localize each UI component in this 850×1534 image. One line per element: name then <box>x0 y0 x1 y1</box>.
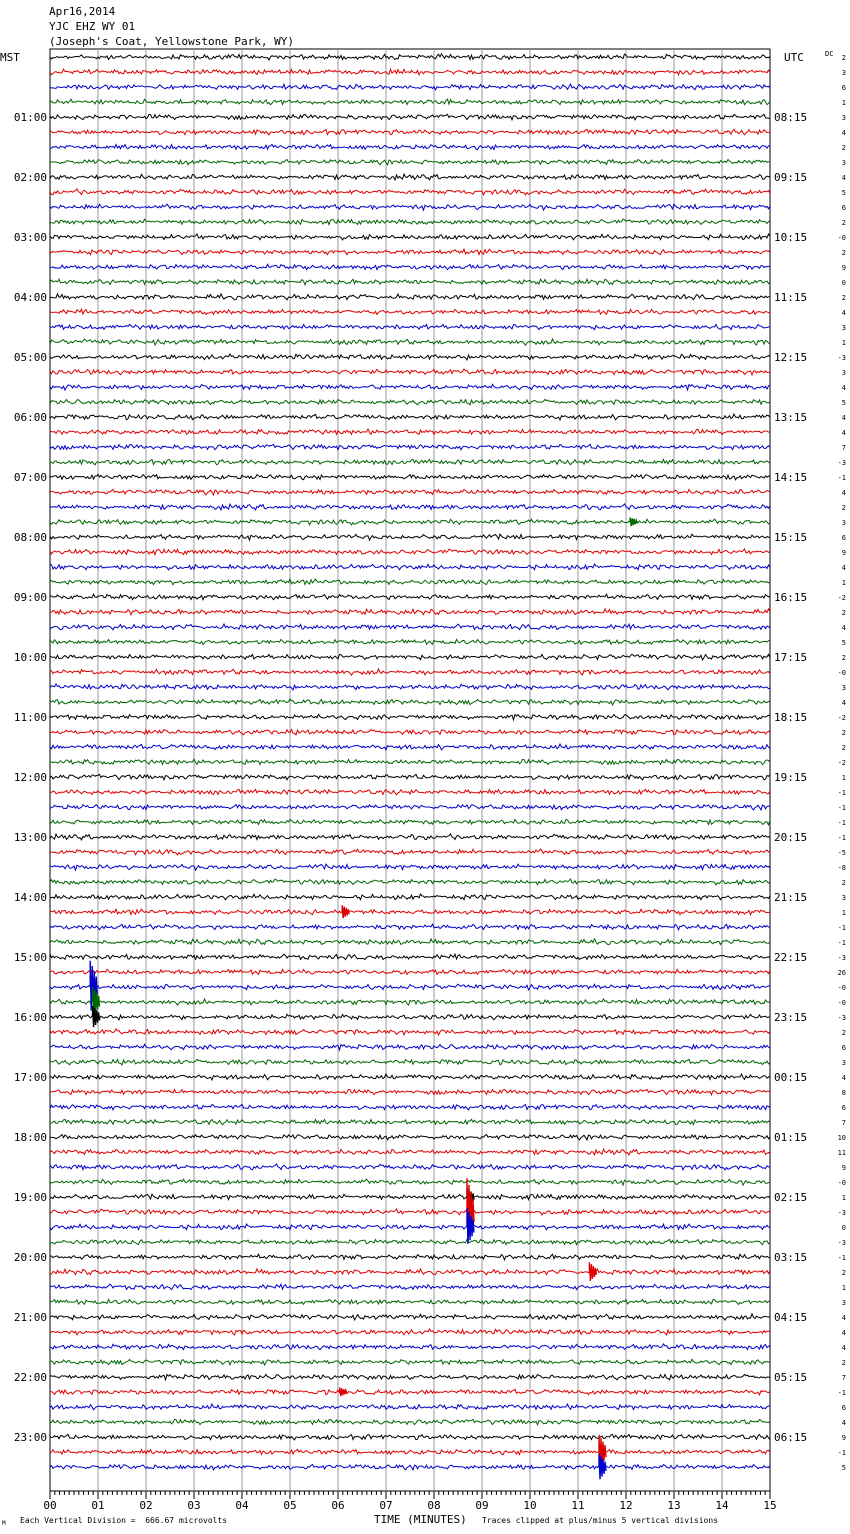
dc-offset-value: 5 <box>841 399 846 407</box>
seismic-trace <box>50 234 770 240</box>
dc-offset-value: 4 <box>841 309 846 317</box>
dc-offset-value: -3 <box>837 1209 846 1217</box>
seismic-trace <box>50 1314 770 1320</box>
x-tick-label: 12 <box>619 1499 633 1512</box>
seismic-trace <box>50 1374 770 1379</box>
dc-offset-value: -1 <box>837 1449 846 1457</box>
seismic-trace <box>50 399 770 404</box>
dc-offset-value: -1 <box>837 819 846 827</box>
seismic-trace <box>50 1449 770 1454</box>
seismic-trace <box>50 1434 770 1440</box>
utc-hour-label: 21:15 <box>774 891 808 904</box>
x-tick-label: 14 <box>715 1499 729 1512</box>
station-code: YJC EHZ WY 01 <box>49 20 136 33</box>
minute-grid <box>50 49 770 1491</box>
dc-offset-value: 2 <box>841 1359 846 1367</box>
mst-hour-label: 02:00 <box>13 171 47 184</box>
seismic-trace <box>50 1224 770 1230</box>
event-spike <box>589 1262 596 1281</box>
dc-offset-value: -0 <box>837 669 846 677</box>
seismic-trace <box>50 684 770 690</box>
utc-hour-label: 13:15 <box>774 411 808 424</box>
utc-hour-label: 18:15 <box>774 711 808 724</box>
dc-offset-value: 2 <box>841 504 846 512</box>
seismic-trace <box>50 1089 770 1094</box>
seismic-trace <box>50 309 770 314</box>
seismic-trace <box>50 744 770 750</box>
seismic-trace <box>50 894 770 900</box>
utc-hour-label: 06:15 <box>774 1431 808 1444</box>
seismic-trace <box>50 729 770 734</box>
plot-date: Apr16,2014 <box>49 5 116 18</box>
utc-hour-label: 03:15 <box>774 1251 808 1264</box>
mst-hour-label: 04:00 <box>13 291 47 304</box>
dc-offset-value: 2 <box>841 1269 846 1277</box>
seismic-trace <box>50 69 770 75</box>
utc-hour-label: 02:15 <box>774 1191 808 1204</box>
dc-offset-value: 5 <box>841 1464 846 1472</box>
dc-offset-value: -0 <box>837 234 846 242</box>
seismic-trace <box>50 1149 770 1155</box>
mst-hour-label: 13:00 <box>13 831 47 844</box>
utc-hour-label: 22:15 <box>774 951 808 964</box>
mst-hour-label: 10:00 <box>13 651 47 664</box>
seismic-trace <box>50 564 770 570</box>
seismic-trace <box>50 384 770 390</box>
seismic-trace <box>50 474 770 479</box>
seismic-trace <box>50 924 770 930</box>
dc-offset-value: 9 <box>841 549 846 557</box>
dc-offset-value: -0 <box>837 1179 846 1187</box>
plot-frame <box>50 49 770 1491</box>
dc-offset-value: 4 <box>841 1074 846 1082</box>
seismic-trace <box>50 909 770 915</box>
dc-offset-value: 3 <box>841 69 846 77</box>
mst-hour-label: 01:00 <box>13 111 47 124</box>
event-spike <box>340 1388 347 1397</box>
seismic-trace <box>50 1269 770 1275</box>
right-timezone-label: UTC <box>784 51 804 64</box>
seismic-trace <box>50 834 770 840</box>
seismic-trace <box>50 759 770 765</box>
seismic-trace <box>50 879 770 885</box>
dc-offset-value: 3 <box>841 519 846 527</box>
seismic-trace <box>50 1404 770 1410</box>
seismic-trace <box>50 114 770 119</box>
time-axis <box>43 1491 776 1512</box>
seismic-trace <box>50 444 770 449</box>
seismic-trace <box>50 99 770 105</box>
dc-offset-value: 2 <box>841 219 846 227</box>
utc-hour-label: 08:15 <box>774 111 808 124</box>
dc-offset-value: 11 <box>837 1149 846 1157</box>
station-location: (Joseph's Coat, Yellowstone Park, WY) <box>49 35 295 48</box>
dc-offset-value: 5 <box>841 189 846 197</box>
mst-hour-label: 06:00 <box>13 411 47 424</box>
mst-hour-label: 21:00 <box>13 1311 47 1324</box>
seismic-trace <box>50 714 770 720</box>
dc-offset-value: -3 <box>837 954 846 962</box>
dc-offset-value: -1 <box>837 939 846 947</box>
dc-offset-value: 9 <box>841 1434 846 1442</box>
seismic-trace <box>50 339 770 345</box>
seismic-trace <box>50 1044 770 1050</box>
utc-hour-label: 04:15 <box>774 1311 808 1324</box>
dc-offset-value: 5 <box>841 639 846 647</box>
utc-hour-label: 11:15 <box>774 291 808 304</box>
seismic-trace <box>50 939 770 945</box>
dc-offset-value: -1 <box>837 1389 846 1397</box>
seismic-trace <box>50 984 770 990</box>
dc-offset-value: 3 <box>841 684 846 692</box>
seismic-trace <box>50 669 770 675</box>
dc-offset-value: 4 <box>841 699 846 707</box>
seismic-trace <box>50 174 770 180</box>
dc-offset-value: -3 <box>837 354 846 362</box>
seismic-trace <box>50 489 770 494</box>
seismic-trace <box>50 144 770 149</box>
seismic-trace <box>50 1239 770 1244</box>
seismic-trace <box>50 1164 770 1170</box>
x-tick-label: 07 <box>379 1499 393 1512</box>
dc-offset-value: 6 <box>841 1044 846 1052</box>
seismic-trace <box>50 129 770 134</box>
utc-hour-label: 17:15 <box>774 651 808 664</box>
seismic-trace <box>50 324 770 329</box>
seismic-trace <box>50 969 770 974</box>
event-spike <box>342 905 349 918</box>
dc-offset-value: 4 <box>841 1344 846 1352</box>
dc-offset-value: -0 <box>837 999 846 1007</box>
dc-offset-value: -2 <box>837 759 846 767</box>
dc-offset-value: 2 <box>841 744 846 752</box>
dc-offset-value: 4 <box>841 564 846 572</box>
seismic-trace <box>50 819 770 825</box>
seismic-trace <box>50 1254 770 1260</box>
x-tick-label: 00 <box>43 1499 57 1512</box>
x-tick-label: 06 <box>331 1499 345 1512</box>
corner-mark: M <box>2 1520 6 1527</box>
seismic-trace <box>50 159 770 164</box>
seismic-trace <box>50 1329 770 1335</box>
mst-hour-label: 23:00 <box>13 1431 47 1444</box>
dc-offset-value: -5 <box>837 849 846 857</box>
x-tick-label: 09 <box>475 1499 489 1512</box>
dc-offset-value: -0 <box>837 984 846 992</box>
seismic-trace <box>50 549 770 555</box>
dc-offset-value: 2 <box>841 609 846 617</box>
dc-offset-value: 0 <box>841 1224 846 1232</box>
seismic-trace <box>50 84 770 90</box>
dc-offset-value: -1 <box>837 804 846 812</box>
dc-offset-value: 1 <box>841 579 846 587</box>
clip-note: Traces clipped at plus/minus 5 vertical divisions <box>482 1516 719 1525</box>
dc-offset-value: 4 <box>841 1329 846 1337</box>
mst-hour-label: 20:00 <box>13 1251 47 1264</box>
dc-offset-value: 1 <box>841 99 846 107</box>
seismic-trace <box>50 1464 770 1469</box>
x-tick-label: 03 <box>187 1499 201 1512</box>
dc-offset-value: -3 <box>837 459 846 467</box>
dc-offset-value: 3 <box>841 1299 846 1307</box>
dc-offset-value: 0 <box>841 279 846 287</box>
dc-offset-value: 2 <box>841 879 846 887</box>
seismic-trace <box>50 1344 770 1350</box>
utc-hour-label: 15:15 <box>774 531 808 544</box>
dc-offset-value: 3 <box>841 114 846 122</box>
utc-hour-label: 09:15 <box>774 171 808 184</box>
seismic-trace <box>50 1014 770 1020</box>
seismic-trace <box>50 609 770 615</box>
seismic-trace <box>50 804 770 809</box>
dc-offset-value: 6 <box>841 1104 846 1112</box>
seismic-trace <box>50 504 770 510</box>
x-tick-label: 04 <box>235 1499 249 1512</box>
dc-offset-value: 1 <box>841 909 846 917</box>
mst-hour-label: 07:00 <box>13 471 47 484</box>
dc-offset-value: 7 <box>841 444 846 452</box>
dc-offset-value: 3 <box>841 369 846 377</box>
dc-offset-value: 2 <box>841 294 846 302</box>
event-spike <box>630 518 637 527</box>
utc-hour-label: 16:15 <box>774 591 808 604</box>
seismic-trace <box>50 189 770 195</box>
x-tick-label: 05 <box>283 1499 297 1512</box>
dc-offset-value: 4 <box>841 1419 846 1427</box>
dc-offset-value: 4 <box>841 414 846 422</box>
dc-offset-value: 4 <box>841 429 846 437</box>
mst-hour-label: 03:00 <box>13 231 47 244</box>
seismic-trace <box>50 1104 770 1110</box>
seismic-trace <box>50 624 770 630</box>
dc-offset-value: 10 <box>837 1134 846 1142</box>
mst-hour-label: 19:00 <box>13 1191 47 1204</box>
dc-offset-value: 4 <box>841 384 846 392</box>
dc-offset-value: 9 <box>841 264 846 272</box>
dc-offset-value: 6 <box>841 1404 846 1412</box>
dc-offset-value: 4 <box>841 624 846 632</box>
dc-offset-value: 4 <box>841 174 846 182</box>
dc-offset-value: 7 <box>841 1119 846 1127</box>
seismic-trace <box>50 1284 770 1289</box>
seismic-trace <box>50 1119 770 1124</box>
dc-offset-value: 6 <box>841 84 846 92</box>
dc-offset-value: 6 <box>841 204 846 212</box>
seismic-trace <box>50 789 770 794</box>
x-tick-label: 15 <box>763 1499 777 1512</box>
dc-offset-value: -3 <box>837 1014 846 1022</box>
x-tick-label: 02 <box>139 1499 153 1512</box>
seismic-trace <box>50 264 770 269</box>
mst-hour-label: 08:00 <box>13 531 47 544</box>
x-tick-label: 13 <box>667 1499 681 1512</box>
mst-hour-label: 17:00 <box>13 1071 47 1084</box>
seismic-trace <box>50 774 770 780</box>
dc-offset-value: 3 <box>841 324 846 332</box>
dc-offset-value: -1 <box>837 834 846 842</box>
seismic-trace <box>50 369 770 375</box>
utc-hour-label: 01:15 <box>774 1131 808 1144</box>
utc-hour-label: 19:15 <box>774 771 808 784</box>
dc-column-label: DC <box>825 50 834 58</box>
dc-offset-value: -1 <box>837 474 846 482</box>
seismic-trace <box>50 639 770 644</box>
seismic-trace <box>50 459 770 464</box>
seismic-trace <box>50 1209 770 1215</box>
dc-offset-value: -1 <box>837 1254 846 1262</box>
seismic-trace <box>50 279 770 285</box>
mst-hour-label: 11:00 <box>13 711 47 724</box>
seismic-trace <box>50 354 770 360</box>
dc-offset-value: 1 <box>841 774 846 782</box>
dc-offset-value: 7 <box>841 1374 846 1382</box>
x-tick-label: 08 <box>427 1499 441 1512</box>
seismic-trace <box>50 429 770 435</box>
mst-hour-label: 16:00 <box>13 1011 47 1024</box>
x-tick-label: 10 <box>523 1499 537 1512</box>
seismic-trace <box>50 414 770 420</box>
seismic-trace <box>50 54 770 60</box>
dc-offset-value: -3 <box>837 1239 846 1247</box>
dc-offset-value: 2 <box>841 1029 846 1037</box>
seismic-trace <box>50 1389 770 1395</box>
seismic-trace <box>50 849 770 855</box>
dc-offset-value: 3 <box>841 1059 846 1067</box>
seismic-trace <box>50 1299 770 1304</box>
dc-offset-value: 3 <box>841 894 846 902</box>
seismic-trace <box>50 1059 770 1065</box>
seismic-trace <box>50 654 770 660</box>
seismic-trace <box>50 219 770 224</box>
mst-hour-label: 22:00 <box>13 1371 47 1384</box>
mst-hour-label: 14:00 <box>13 891 47 904</box>
utc-hour-label: 20:15 <box>774 831 808 844</box>
dc-offset-value: 2 <box>841 54 846 62</box>
seismic-trace <box>50 954 770 960</box>
mst-hour-label: 18:00 <box>13 1131 47 1144</box>
x-tick-label: 01 <box>91 1499 105 1512</box>
mst-hour-label: 09:00 <box>13 591 47 604</box>
seismic-trace <box>50 1179 770 1185</box>
mst-hour-label: 05:00 <box>13 351 47 364</box>
dc-offset-value: 2 <box>841 144 846 152</box>
dc-offset-value: 3 <box>841 159 846 167</box>
dc-offset-value: -2 <box>837 594 846 602</box>
seismic-trace <box>50 1074 770 1080</box>
utc-hour-label: 14:15 <box>774 471 808 484</box>
seismic-trace <box>50 1194 770 1199</box>
mst-hour-label: 12:00 <box>13 771 47 784</box>
dc-offset-value: -1 <box>837 789 846 797</box>
seismic-trace <box>50 1359 770 1365</box>
dc-offset-value: 26 <box>837 969 846 977</box>
utc-hour-label: 10:15 <box>774 231 808 244</box>
seismic-trace <box>50 864 770 870</box>
dc-offset-value: 4 <box>841 129 846 137</box>
utc-hour-label: 12:15 <box>774 351 808 364</box>
mst-hour-label: 15:00 <box>13 951 47 964</box>
dc-offset-value: 9 <box>841 1164 846 1172</box>
utc-hour-label: 00:15 <box>774 1071 808 1084</box>
dc-offset-value: 4 <box>841 489 846 497</box>
seismic-trace <box>50 294 770 300</box>
seismic-trace <box>50 699 770 705</box>
x-axis-title: TIME (MINUTES) <box>374 1513 467 1526</box>
dc-offset-value: 8 <box>841 1089 846 1097</box>
seismic-trace <box>50 519 770 525</box>
dc-offset-value: 2 <box>841 249 846 257</box>
seismic-trace <box>50 1419 770 1424</box>
dc-offset-value: -2 <box>837 714 846 722</box>
seismic-trace <box>50 249 770 255</box>
utc-hour-label: 05:15 <box>774 1371 808 1384</box>
seismic-trace <box>50 534 770 540</box>
seismic-trace <box>50 999 770 1005</box>
dc-offset-value: 1 <box>841 1284 846 1292</box>
seismic-trace <box>50 1134 770 1139</box>
dc-offset-value: 2 <box>841 654 846 662</box>
seismic-trace <box>50 204 770 210</box>
dc-offset-value: 1 <box>841 339 846 347</box>
dc-offset-value: 6 <box>841 534 846 542</box>
seismic-trace <box>50 594 770 600</box>
trace-group <box>50 54 770 1479</box>
x-tick-label: 11 <box>571 1499 585 1512</box>
left-timezone-label: MST <box>0 51 20 64</box>
seismic-trace <box>50 1029 770 1035</box>
dc-offset-value: -1 <box>837 924 846 932</box>
dc-offset-value: 2 <box>841 729 846 737</box>
dc-offset-value: 1 <box>841 1194 846 1202</box>
dc-offset-value: -8 <box>837 864 846 872</box>
seismic-trace <box>50 579 770 584</box>
dc-offset-value: 4 <box>841 1314 846 1322</box>
scale-note: Each Vertical Division = 666.67 microvolts <box>20 1516 228 1525</box>
utc-hour-label: 23:15 <box>774 1011 808 1024</box>
